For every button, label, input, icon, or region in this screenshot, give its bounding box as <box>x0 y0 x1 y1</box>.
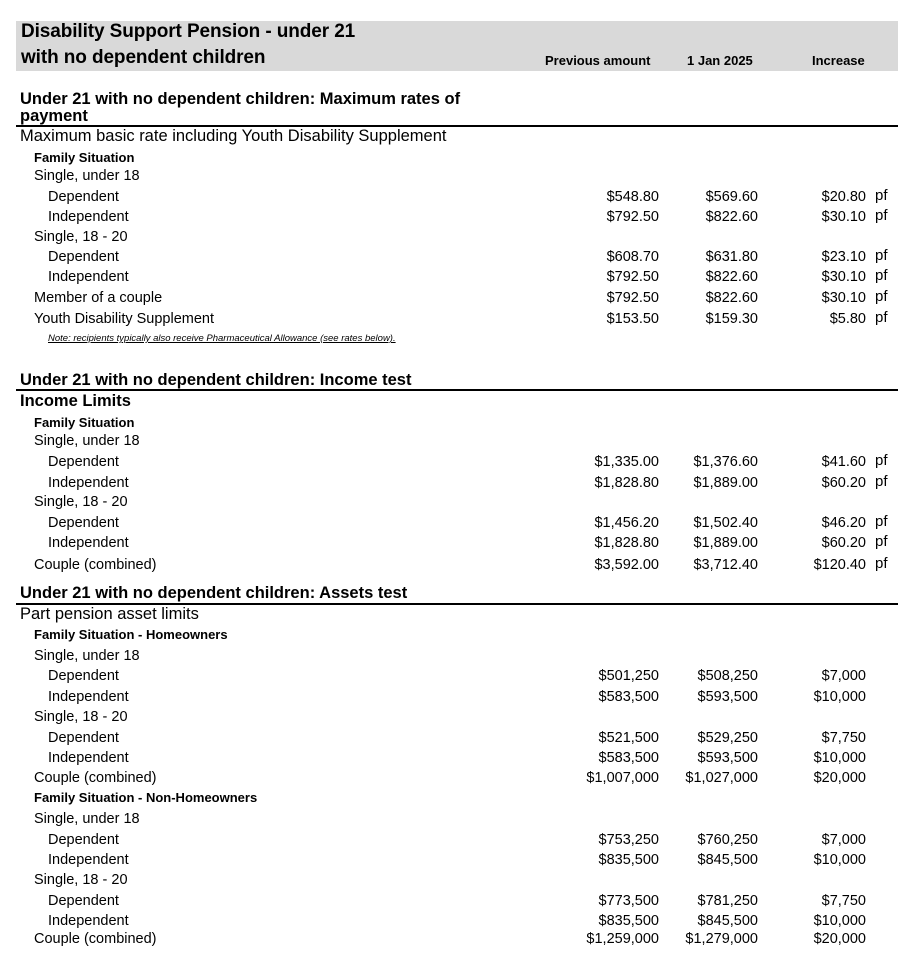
pharmaceutical-allowance-note: Note: recipients typically also receive Pharmaceutical Allowance (see rates below). <box>48 333 396 344</box>
row-label: Single, under 18 <box>34 433 140 449</box>
increase-amount: $46.20 <box>821 515 866 531</box>
frequency-suffix: pf <box>875 309 888 326</box>
increase-amount: $120.40 <box>813 557 866 573</box>
increase-amount: $41.60 <box>821 454 866 470</box>
previous-amount: $1,828.80 <box>594 535 659 551</box>
current-amount: $1,889.00 <box>693 535 758 551</box>
current-amount: $1,027,000 <box>685 770 758 786</box>
current-amount: $1,889.00 <box>693 475 758 491</box>
increase-amount: $10,000 <box>813 689 866 705</box>
frequency-suffix: pf <box>875 473 888 490</box>
previous-amount: $608.70 <box>606 249 659 265</box>
frequency-suffix: pf <box>875 555 888 572</box>
previous-amount: $583,500 <box>598 689 659 705</box>
family-situation-non-homeowners-label: Family Situation - Non-Homeowners <box>34 790 258 805</box>
increase-amount: $7,750 <box>821 893 866 909</box>
family-situation-homeowners-label: Family Situation - Homeowners <box>34 627 228 642</box>
current-amount: $529,250 <box>697 730 758 746</box>
increase-amount: $30.10 <box>821 209 866 225</box>
row-label: Dependent <box>48 454 119 470</box>
previous-amount: $1,007,000 <box>586 770 659 786</box>
row-label: Independent <box>48 750 129 766</box>
previous-amount: $548.80 <box>606 189 659 205</box>
row-label: Dependent <box>48 515 119 531</box>
family-situation-label: Family Situation <box>34 415 135 430</box>
page-title-line1: Disability Support Pension - under 21 <box>21 21 356 42</box>
current-amount: $822.60 <box>705 209 758 225</box>
row-label: Independent <box>48 475 129 491</box>
previous-amount: $835,500 <box>598 852 659 868</box>
frequency-suffix: pf <box>875 267 888 284</box>
row-label: Dependent <box>48 730 119 746</box>
row-label: Independent <box>48 535 129 551</box>
section-subtitle: Maximum basic rate including Youth Disability Supplement <box>20 127 447 145</box>
section-title-max-rates-line2: payment <box>20 107 88 125</box>
increase-amount: $30.10 <box>821 290 866 306</box>
row-label: Single, 18 - 20 <box>34 229 128 245</box>
section-title-income-test: Under 21 with no dependent children: Income test <box>20 371 412 389</box>
previous-amount: $501,250 <box>598 668 659 684</box>
section-title-max-rates: Under 21 with no dependent children: Maximum rates of <box>20 90 461 108</box>
current-amount: $845,500 <box>697 913 758 929</box>
current-amount: $508,250 <box>697 668 758 684</box>
increase-amount: $5.80 <box>829 311 866 327</box>
row-label: Dependent <box>48 189 119 205</box>
row-label: Couple (combined) <box>34 557 157 573</box>
previous-amount: $773,500 <box>598 893 659 909</box>
row-label: Independent <box>48 852 129 868</box>
frequency-suffix: pf <box>875 207 888 224</box>
section-divider <box>16 389 898 391</box>
current-amount: $159.30 <box>705 311 758 327</box>
current-amount: $593,500 <box>697 689 758 705</box>
increase-amount: $10,000 <box>813 913 866 929</box>
previous-amount: $583,500 <box>598 750 659 766</box>
increase-amount: $10,000 <box>813 852 866 868</box>
section-subtitle: Income Limits <box>20 392 131 410</box>
increase-amount: $7,000 <box>821 832 866 848</box>
previous-amount: $792.50 <box>606 209 659 225</box>
previous-amount: $792.50 <box>606 290 659 306</box>
row-label: Youth Disability Supplement <box>34 311 215 327</box>
frequency-suffix: pf <box>875 247 888 264</box>
row-label: Independent <box>48 913 129 929</box>
increase-amount: $60.20 <box>821 535 866 551</box>
increase-amount: $20,000 <box>813 931 866 947</box>
row-label: Single, under 18 <box>34 811 140 827</box>
row-label: Couple (combined) <box>34 931 157 947</box>
row-label: Independent <box>48 689 129 705</box>
increase-amount: $23.10 <box>821 249 866 265</box>
row-label: Single, 18 - 20 <box>34 709 128 725</box>
row-label: Dependent <box>48 249 119 265</box>
previous-amount: $3,592.00 <box>594 557 659 573</box>
frequency-suffix: pf <box>875 513 888 530</box>
row-label: Member of a couple <box>34 290 163 306</box>
page-title-line2: with no dependent children <box>21 47 266 68</box>
increase-amount: $7,750 <box>821 730 866 746</box>
row-label: Single, under 18 <box>34 648 140 664</box>
previous-amount: $753,250 <box>598 832 659 848</box>
current-amount: $845,500 <box>697 852 758 868</box>
current-amount: $1,376.60 <box>693 454 758 470</box>
current-amount: $822.60 <box>705 269 758 285</box>
increase-amount: $10,000 <box>813 750 866 766</box>
current-amount: $3,712.40 <box>693 557 758 573</box>
current-amount: $822.60 <box>705 290 758 306</box>
previous-amount: $1,259,000 <box>586 931 659 947</box>
column-header-increase: Increase <box>812 53 865 68</box>
current-amount: $1,502.40 <box>693 515 758 531</box>
current-amount: $781,250 <box>697 893 758 909</box>
current-amount: $631.80 <box>705 249 758 265</box>
previous-amount: $1,828.80 <box>594 475 659 491</box>
row-label: Dependent <box>48 893 119 909</box>
previous-amount: $521,500 <box>598 730 659 746</box>
increase-amount: $20.80 <box>821 189 866 205</box>
frequency-suffix: pf <box>875 187 888 204</box>
row-label: Couple (combined) <box>34 770 157 786</box>
current-amount: $593,500 <box>697 750 758 766</box>
increase-amount: $60.20 <box>821 475 866 491</box>
previous-amount: $1,335.00 <box>594 454 659 470</box>
increase-amount: $7,000 <box>821 668 866 684</box>
frequency-suffix: pf <box>875 452 888 469</box>
section-subtitle: Part pension asset limits <box>20 605 199 623</box>
current-amount: $760,250 <box>697 832 758 848</box>
row-label: Dependent <box>48 832 119 848</box>
section-title-assets-test: Under 21 with no dependent children: Assets test <box>20 584 408 602</box>
column-header-previous: Previous amount <box>545 53 651 68</box>
current-amount: $1,279,000 <box>685 931 758 947</box>
increase-amount: $20,000 <box>813 770 866 786</box>
previous-amount: $153.50 <box>606 311 659 327</box>
frequency-suffix: pf <box>875 288 888 305</box>
previous-amount: $835,500 <box>598 913 659 929</box>
row-label: Single, 18 - 20 <box>34 872 128 888</box>
current-amount: $569.60 <box>705 189 758 205</box>
row-label: Single, under 18 <box>34 168 140 184</box>
previous-amount: $792.50 <box>606 269 659 285</box>
column-header-current: 1 Jan 2025 <box>687 53 753 68</box>
row-label: Independent <box>48 209 129 225</box>
previous-amount: $1,456.20 <box>594 515 659 531</box>
frequency-suffix: pf <box>875 533 888 550</box>
row-label: Independent <box>48 269 129 285</box>
family-situation-label: Family Situation <box>34 150 135 165</box>
row-label: Single, 18 - 20 <box>34 494 128 510</box>
row-label: Dependent <box>48 668 119 684</box>
increase-amount: $30.10 <box>821 269 866 285</box>
